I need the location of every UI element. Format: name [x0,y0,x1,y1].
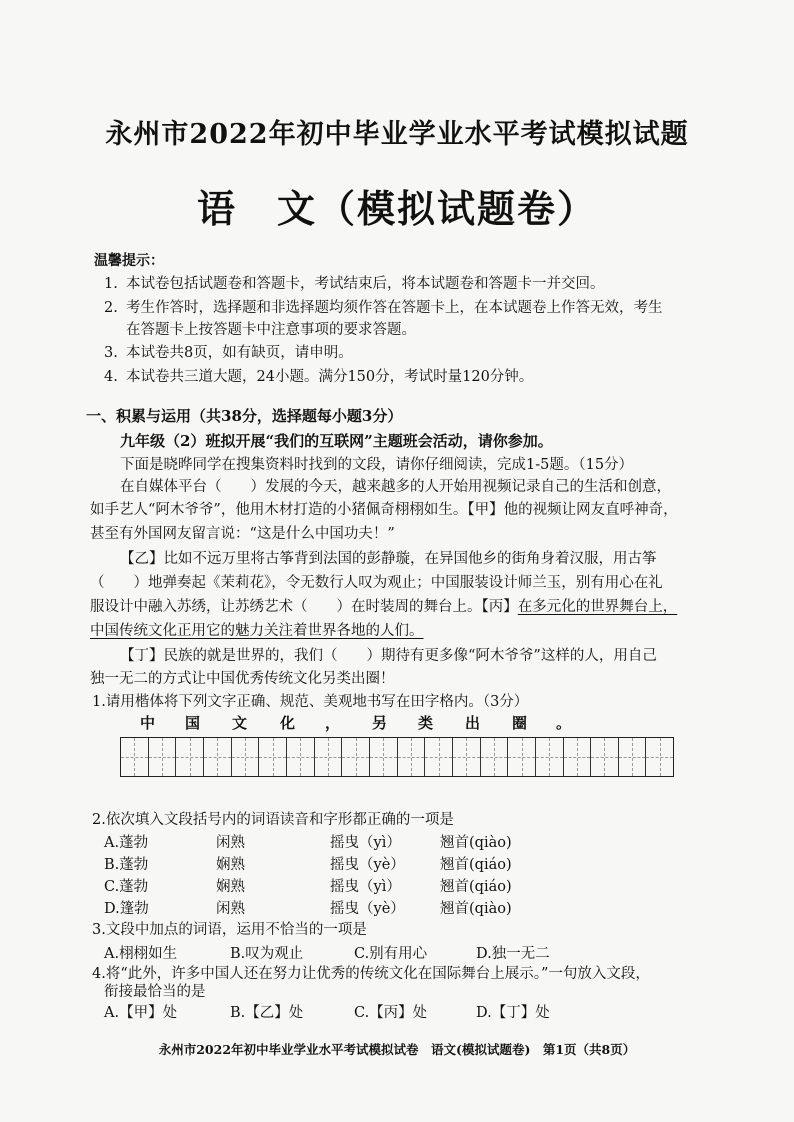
passage-line: 甚至有外国网友留言说：“这是什么中国功夫！” [90,526,395,542]
copy-char: 中 [140,714,156,732]
option-word: 摇曳（yì） [330,835,401,851]
section-instruction: 下面是晓晔同学在搜集资料时找到的文段，请你仔细阅读，完成1-5题。（15分） [120,457,634,473]
grid-cell[interactable] [619,738,647,776]
tip-text: 考生作答时，选择题和非选择题均须作答在答题卡上，在本试题卷上作答无效，考生 [126,300,663,316]
q3-prompt: 3.文段中加点的词语，运用不恰当的一项是 [92,922,367,938]
tip-num: 3. [104,345,118,361]
passage-line [90,595,677,616]
tip-num: 1. [104,276,118,292]
grid-cell[interactable] [342,738,370,776]
passage-line: （ ）地弹奏起《茉莉花》，令无数行人叹为观止；中国服装设计师兰玉，别有用心在礼 [90,575,663,591]
tip-text: 本试卷包括试题卷和答题卡，考试结束后，将本试题卷和答题卡一并交回。 [126,276,605,292]
option-word: 闲熟 [216,835,245,851]
underlined-sentence: 在多元化的世界舞台上， [517,599,678,615]
grid-cell[interactable] [259,738,287,776]
grid-cell[interactable] [315,738,343,776]
q4-option-b[interactable]: B.【乙】处 [230,1005,304,1021]
tianzige-grid[interactable] [120,737,674,777]
grid-cell[interactable] [481,738,509,776]
exam-subtitle: 语 文（模拟试题卷） [196,186,597,231]
grid-cell[interactable] [176,738,204,776]
grid-cell[interactable] [591,738,619,776]
passage-line: 【乙】比如不远万里将古筝背到法国的彭静璇，在异国他乡的街角身着汉服，用古筝 [120,551,657,567]
option-word: 翘首(qiào) [440,835,512,851]
copy-char: 出 [465,714,481,732]
option-word: A.蓬勃 [104,835,149,851]
option-word: 摇曳（yì） [330,879,401,895]
copy-char: 类 [418,714,434,732]
passage-line: 独一无二的方式让中国优秀传统文化另类出圈！ [90,671,395,687]
q3-option-d[interactable]: D.独一无二 [476,946,550,962]
grid-cell[interactable] [204,738,232,776]
grid-cell[interactable] [398,738,426,776]
option-word: 翘首(qiào) [440,901,512,917]
tips-label: 温馨提示： [94,253,164,269]
option-word: 摇曳（yè） [330,901,405,917]
grid-cell[interactable] [149,738,177,776]
tip-item [104,341,353,362]
copy-char: 文 [232,714,248,732]
option-word: 闲熟 [216,901,245,917]
grid-cell[interactable] [121,738,149,776]
option-word: 摇曳（yè） [330,857,405,873]
tip-item [104,272,605,293]
q4-option-a[interactable]: A.【甲】处 [104,1005,178,1021]
grid-cell[interactable] [370,738,398,776]
q1-prompt: 1.请用楷体将下列文字正确、规范、美观地书写在田字格内。（3分） [92,694,529,710]
q3-option-c[interactable]: C.别有用心 [354,946,428,962]
option-word: 翘首(qiáo) [440,857,512,873]
option-word: 娴熟 [216,857,245,873]
option-word: 翘首(qiáo) [440,879,512,895]
tip-num: 4. [104,369,118,385]
tip-text: 本试卷共8页，如有缺页，请申明。 [126,345,353,361]
copy-char: 另 [372,714,388,732]
option-word: C.蓬勃 [104,879,149,895]
copy-char: 化 [280,714,296,732]
passage-line: 【丁】民族的就是世界的，我们（ ）期待有更多像“阿木爷爷”这样的人，用自己 [120,648,657,664]
underlined-sentence: 中国传统文化正用它的魅力关注着世界各地的人们。 [90,623,424,639]
grid-cell[interactable] [425,738,453,776]
exam-title: 永州市2022年初中毕业学业水平考试模拟试题 [105,119,689,150]
q3-option-a[interactable]: A.栩栩如生 [104,946,178,962]
q4-option-c[interactable]: C.【丙】处 [354,1005,428,1021]
copy-char: 国 [185,714,201,732]
q2-prompt: 2.依次填入文段括号内的词语读音和字形都正确的一项是 [92,812,454,828]
q3-option-b[interactable]: B.叹为观止 [230,946,304,962]
section-intro: 九年级（2）班拟开展“我们的互联网”主题班会活动，请你参加。 [120,432,553,450]
option-word: B.蓬勃 [104,857,149,873]
copy-char: 。 [556,714,572,732]
tip-num: 2. [104,300,118,316]
passage-line: 如手艺人“阿木爷爷”，他用木材打造的小猪佩奇栩栩如生。【甲】他的视频让网友直呼神奇， [90,502,678,518]
section-heading: 一、积累与运用（共38分，选择题每小题3分） [86,407,403,425]
passage-text: 服设计中融入苏绣，让苏绣艺术（ ）在时装周的舞台上。【丙】 [90,599,518,615]
q4-prompt-cont: 衔接最恰当的是 [104,984,206,1000]
tip-item [104,365,533,386]
grid-cell[interactable] [564,738,592,776]
copy-char: 圈 [512,714,528,732]
q4-prompt: 4.将“此外，许多中国人还在努力让优秀的传统文化在国际舞台上展示。”一句放入文段， [92,966,650,982]
option-word: D.篷勃 [104,901,149,917]
option-word: 娴熟 [216,879,245,895]
passage-line: 在自媒体平台（ ）发展的今天，越来越多的人开始用视频记录自己的生活和创意， [120,479,671,495]
page-footer: 永州市2022年初中毕业学业水平考试模拟试卷 语文(模拟试题卷) 第1页（共8页） [158,1042,636,1057]
grid-cell[interactable] [232,738,260,776]
tip-text: 本试卷共三道大题，24小题。满分150分，考试时量120分钟。 [126,369,534,385]
grid-cell[interactable] [287,738,315,776]
tip-text-cont: 在答题卡上按答题卡中注意事项的要求答题。 [126,322,416,338]
tip-item [104,296,663,317]
grid-cell[interactable] [536,738,564,776]
grid-cell[interactable] [508,738,536,776]
q4-option-d[interactable]: D.【丁】处 [476,1005,550,1021]
copy-char: ， [325,714,341,732]
grid-cell[interactable] [646,738,673,776]
grid-cell[interactable] [453,738,481,776]
